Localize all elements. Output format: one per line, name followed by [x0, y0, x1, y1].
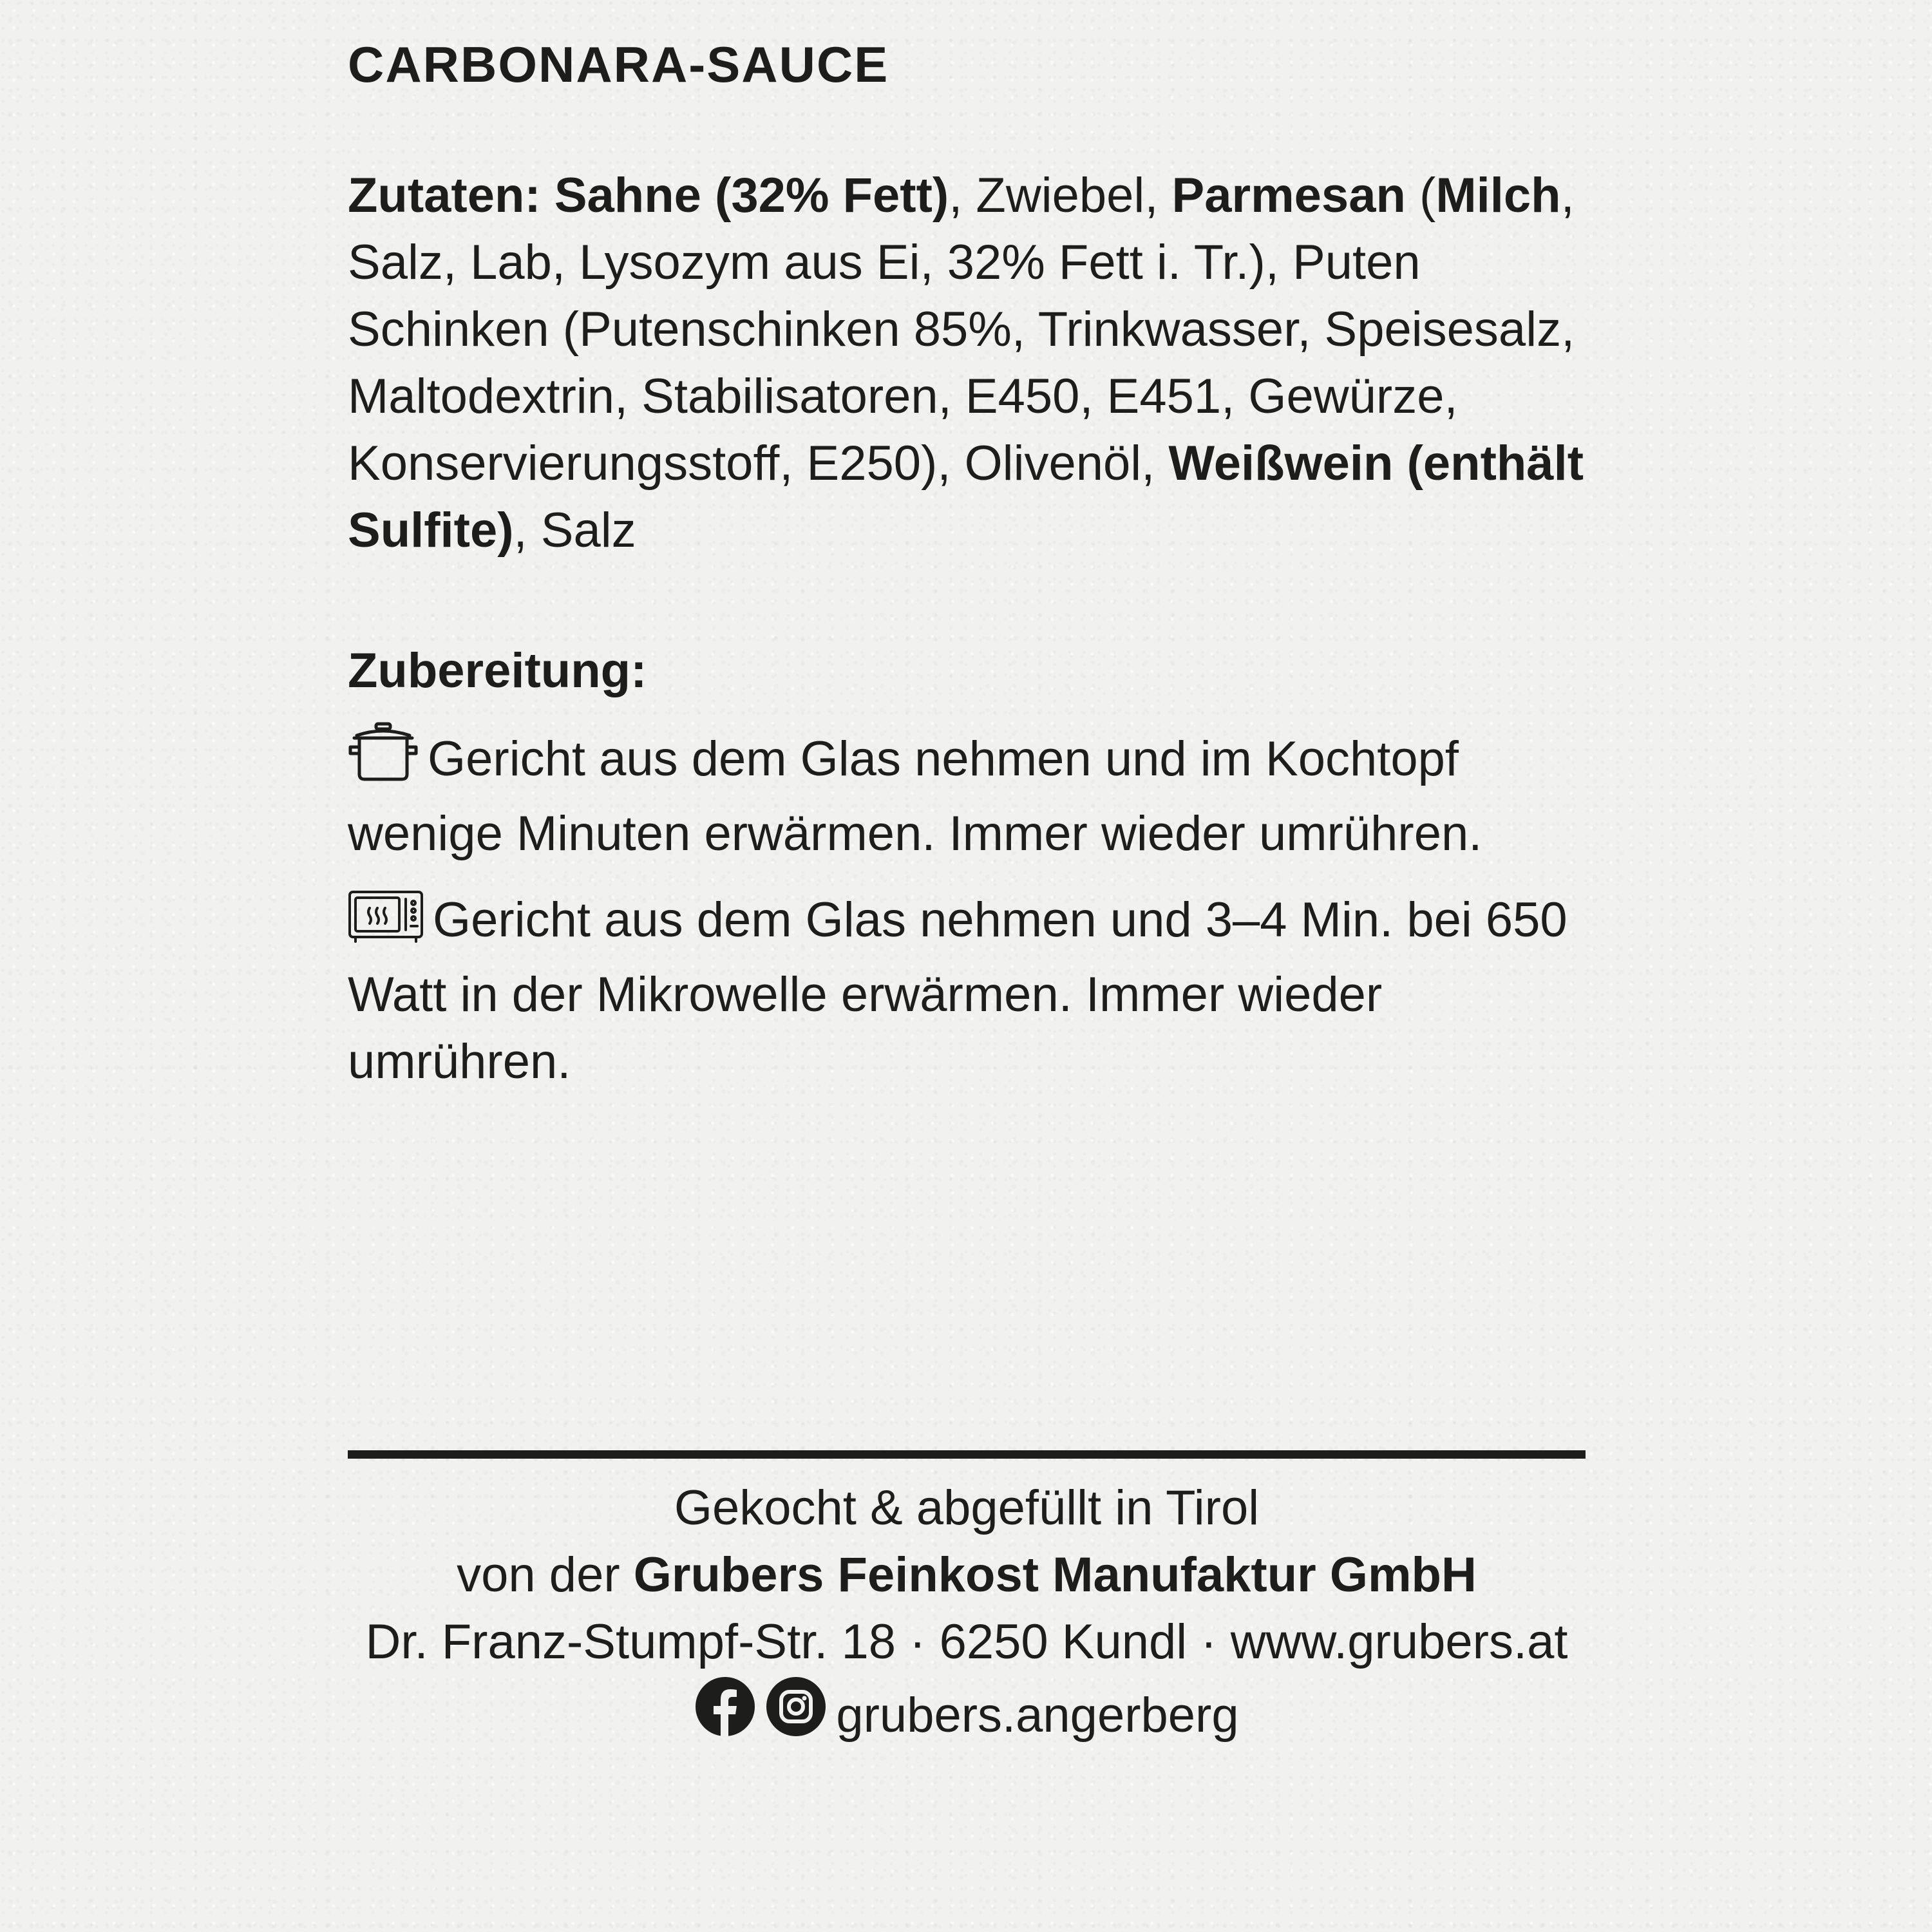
preparation-step-text: Gericht aus dem Glas nehmen und 3–4 Min. bei 650 Watt in der Mikrowelle erwärmen. Immer wieder umrühren.	[348, 893, 1567, 1089]
producer-footer	[348, 1475, 1586, 1755]
preparation-step-text: Gericht aus dem Glas nehmen und im Kochtopf wenige Minuten erwärmen. Immer wieder umrühren.	[348, 732, 1482, 861]
footer-origin-line: Gekocht & abgefüllt in Tirol	[674, 1481, 1260, 1535]
company-name: Grubers Feinkost Manufaktur GmbH	[633, 1548, 1477, 1602]
ingredients-segment: Zutaten: Sahne (32% Fett)	[348, 168, 949, 223]
ingredients-segment: (	[1405, 168, 1436, 223]
ingredients-segment: Milch	[1435, 168, 1561, 223]
preparation-step-pot	[348, 721, 1597, 867]
preparation-heading: Zubereitung:	[348, 643, 647, 698]
product-title: CARBONARA-SAUCE	[348, 36, 889, 93]
footer-company-prefix: von der	[457, 1548, 634, 1602]
social-handle[interactable]: grubers.angerberg	[836, 1687, 1239, 1743]
ingredients-segment: Weißwein (enthält Sulfite)	[348, 436, 1584, 558]
instagram-icon[interactable]	[765, 1676, 827, 1755]
facebook-icon[interactable]	[694, 1676, 756, 1755]
ingredients-segment: , Salz, Lab, Lysozym aus Ei, 32% Fett i. Tr.), Puten Schinken (Putenschinken 85%, Trinkwasser, Speisesalz, Maltodextrin, Stabilisatoren, E450, E451, Gewürze, Konservierungsstoff, E250), Olivenöl,	[348, 168, 1575, 491]
ingredients-text	[348, 162, 1597, 564]
microwave-icon	[348, 890, 424, 961]
footer-divider	[348, 1450, 1586, 1459]
product-label	[348, 32, 1597, 1095]
footer-address-line: Dr. Franz-Stumpf-Str. 18 · 6250 Kundl · www.grubers.at	[365, 1615, 1568, 1669]
footer-social-line	[348, 1676, 1586, 1755]
ingredients-segment: Parmesan	[1171, 168, 1406, 223]
cooking-pot-icon	[348, 721, 419, 800]
footer-company-line	[348, 1542, 1586, 1609]
preparation-step-microwave	[348, 887, 1597, 1095]
ingredients-segment: , Salz	[513, 503, 636, 558]
ingredients-segment: , Zwiebel,	[949, 168, 1172, 223]
